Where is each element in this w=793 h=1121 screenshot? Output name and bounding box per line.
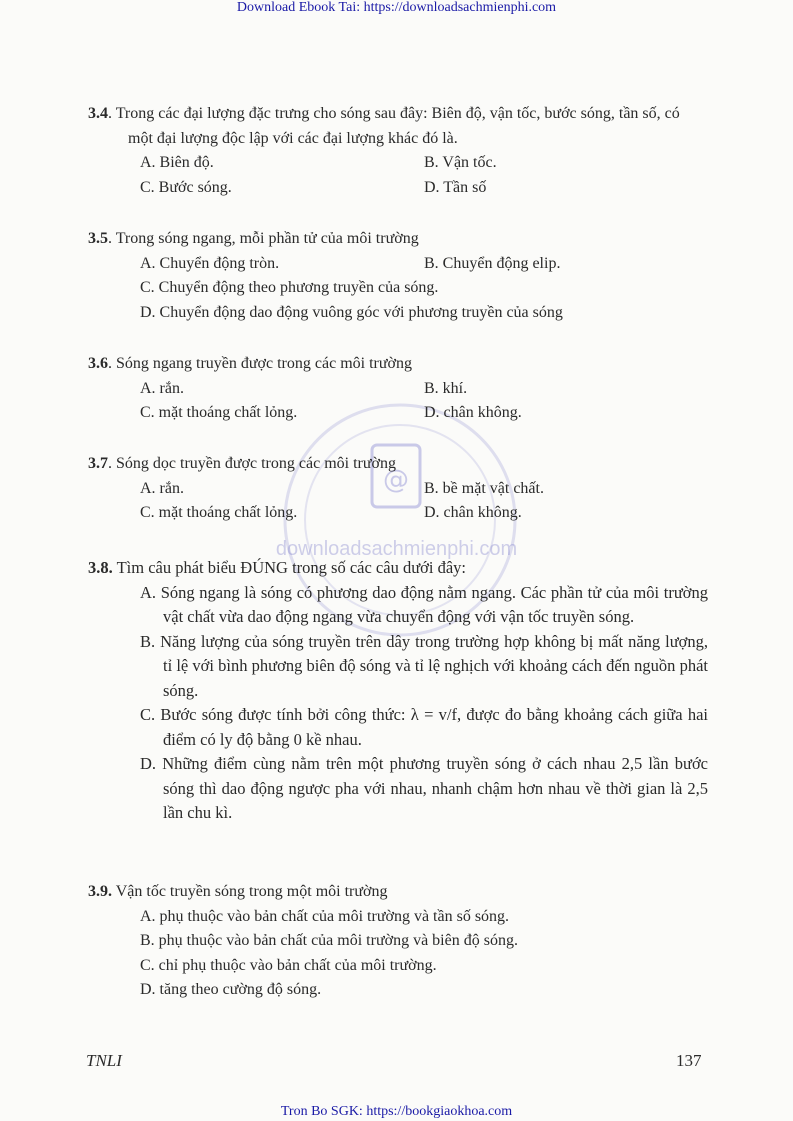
download-header-link[interactable]: Download Ebook Tai: https://downloadsachmienphi.com [236,0,557,15]
question-number: 3.9. [88,883,112,900]
question-stem: 3.8. Tìm câu phát biểu ĐÚNG trong số các câu dưới đây: [88,558,466,577]
option-b: B. khí. [424,379,468,397]
option-c: C. chỉ phụ thuộc vào bản chất của môi trường. [140,956,437,974]
page-number: 137 [676,1051,702,1070]
footer-link[interactable]: Tron Bo SGK: https://bookgiaokhoa.com [280,1104,513,1119]
question-stem: 3.5. Trong sóng ngang, mỗi phần tử của môi trường [88,230,419,247]
option-a: A. Biên độ. [140,154,214,171]
option-c: C. Chuyển động theo phương truyền của sóng. [140,279,439,296]
question-3-5 [88,227,708,325]
option-b: B. phụ thuộc vào bản chất của môi trường và biên độ sóng. [140,932,518,949]
question-stem: 3.6. Sóng ngang truyền được trong các môi trường [88,355,412,372]
option-c: C. Bước sóng được tính bởi công thức: λ = v/f, được đo bằng khoảng cách giữa hai điểm có ly độ bằng 0 kề nhau. [140,705,708,749]
option-a: A. Sóng ngang là sóng có phương dao động nằm ngang. Các phần tử của môi trường vật chất vừa dao động ngang vừa chuyển động với vận tốc truyền sóng. [140,582,708,626]
question-number: 3.7 [88,455,108,472]
option-b: B. Năng lượng của sóng truyền trên dây trong trường hợp không bị mất năng lượng, tỉ lệ với bình phương biên độ sóng và tỉ lệ nghịch với khoảng cách đến nguồn phát sóng. [140,631,708,700]
option-b: B. bề mặt vật chất. [424,479,544,497]
question-3-9 [88,880,708,1003]
question-number: 3.4 [88,105,108,122]
question-3-6 [88,352,708,426]
option-d: D. Tần số [424,178,487,196]
question-3-4 [88,102,708,200]
option-c: C. mặt thoáng chất lỏng. [140,504,298,521]
option-b: B. Vận tốc. [424,154,497,171]
question-stem: 3.9. Vận tốc truyền sóng trong một môi trường [88,883,388,900]
option-d: D. chân không. [424,404,522,421]
footer-left-mark: TNLI [86,1051,122,1070]
svg-text:@: @ [383,465,409,495]
question-stem: 3.7. Sóng dọc truyền được trong các môi trường [88,455,396,472]
question-number: 3.8. [88,558,113,577]
option-d: D. chân không. [424,504,522,521]
option-a: A. phụ thuộc vào bản chất của môi trường và tần số sóng. [140,907,510,925]
option-a: A. rắn. [140,379,184,397]
question-number: 3.5 [88,230,108,247]
option-d: D. Chuyển động dao động vuông góc với phương truyền của sóng [140,303,563,321]
question-3-7 [88,452,708,526]
option-b: B. Chuyển động elip. [424,254,561,272]
option-d: D. tăng theo cường độ sóng. [140,981,322,998]
option-c: C. Bước sóng. [140,178,232,196]
option-a: A. Chuyển động tròn. [140,254,280,272]
watermark-text: downloadsachmienphi.com [275,538,518,560]
option-a: A. rắn. [140,479,184,497]
option-c: C. mặt thoáng chất lỏng. [140,404,298,421]
question-3-8 [88,556,708,826]
option-d: D. Những điểm cùng nằm trên một phương truyền sóng ở cách nhau 2,5 lần bước sóng thì dao động ngược pha với nhau, nhanh chậm hơn nhau về thời gian là 2,5 lần chu kì. [140,754,708,822]
question-stem: 3.4. Trong các đại lượng đặc trưng cho sóng sau đây: Biên độ, vận tốc, bước sóng, tần số, có một đại lượng độc lập với các đại lượng khác đó là. [88,105,680,147]
question-number: 3.6 [88,355,108,372]
